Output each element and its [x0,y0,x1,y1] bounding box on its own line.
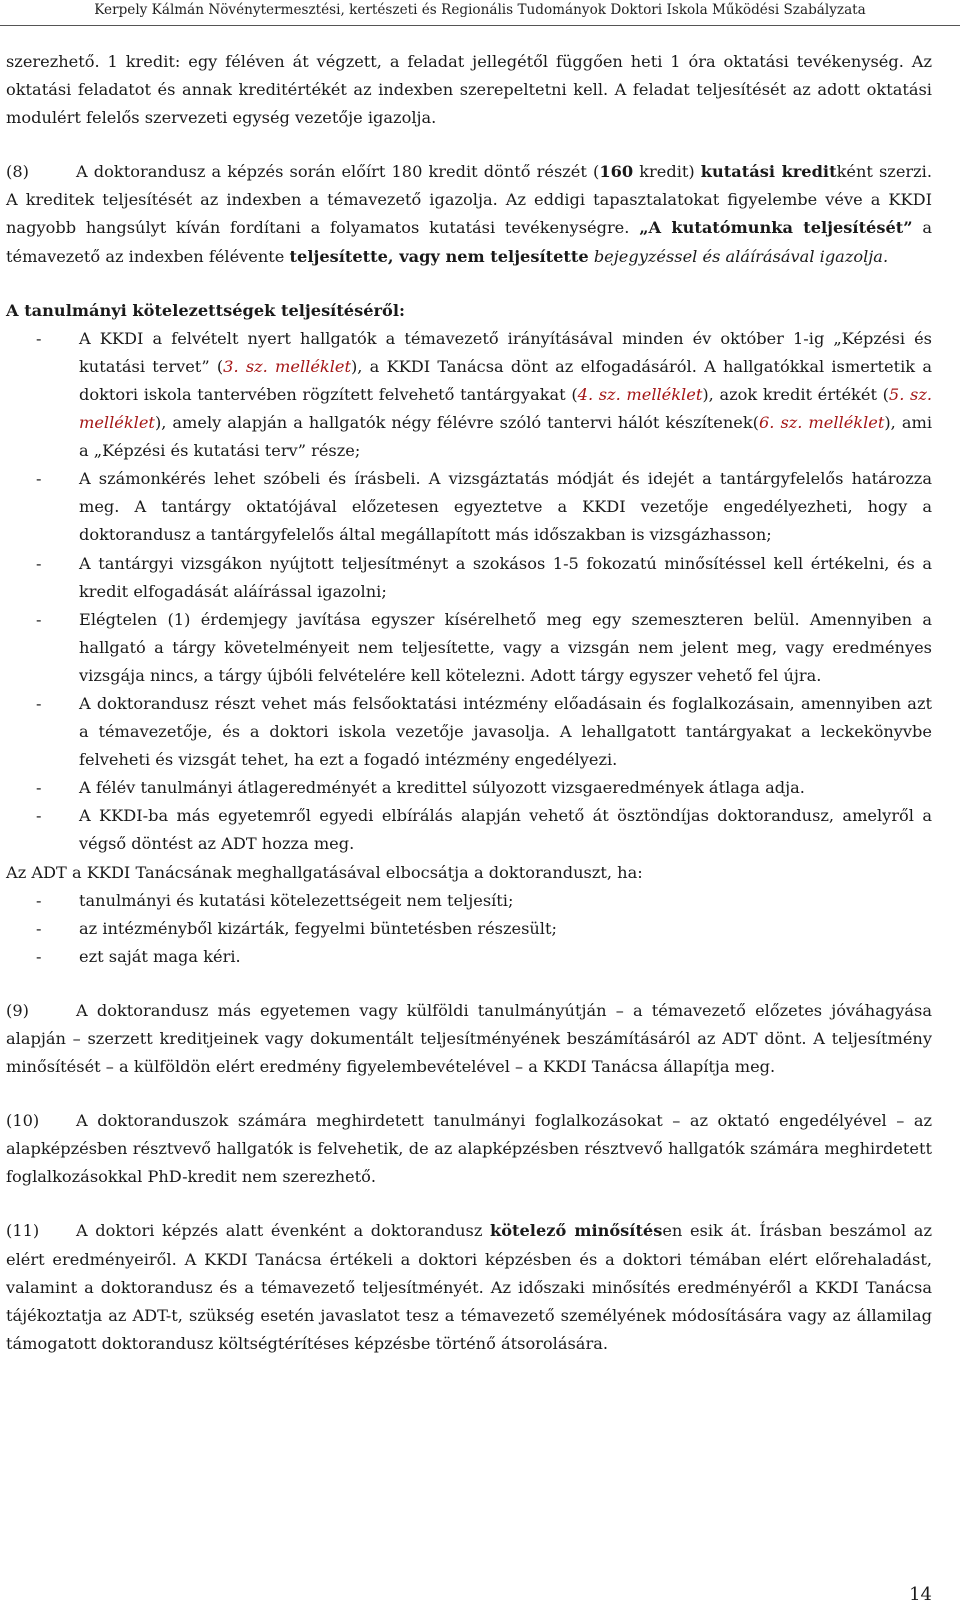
document-body [6,48,932,1358]
paragraph-text: kredit) [633,162,701,182]
list-item: - tanulmányi és kutatási kötelezettségeit nem teljesíti; [6,887,932,915]
paragraph-text: a témavezető az indexben félévente [6,218,933,266]
paragraph-11 [6,1217,932,1357]
annex-reference: 6. sz. melléklet [759,413,885,433]
list-item-text: A KKDI a felvételt nyert hallgatók a témavezető irányításával minden év október 1-ig „Képzési és kutatási tervet” ( [79,328,932,376]
paragraph-number: (9) [6,1000,29,1020]
bold-text: kötelező minősítés [490,1221,663,1241]
annex-reference: 3. sz. melléklet [223,356,351,376]
spacer [6,1081,932,1107]
paragraph-text: A doktorandusz a képzés során előírt 180 kredit döntő részét ( [76,162,600,182]
paragraph-number: (11) [6,1221,40,1241]
paragraph-text: szerezhető. 1 kredit: egy féléven át végzett, a feladat jellegétől függően heti 1 óra oktatási tevékenység. Az oktatási feladatot és annak kreditértékét az indexben szerepeltetni kell. A feladat teljesítését az adott oktatási modulért felelős szervezeti egység vezetője igazolja. [6,52,932,128]
bold-text: 160 [599,162,634,182]
spacer [6,271,932,297]
section-heading: A tanulmányi kötelezettségek teljesítéséről: [6,300,405,320]
list-item: - A doktorandusz részt vehet más felsőoktatási intézmény előadásain és foglalkozásain, amennyiben azt a témavezetője, és a doktori iskola vezetője javasolja. A lehallgatott tantárgyakat a leckekönyvbe felveheti és vizsgát tehet, ha ezt a fogadó intézmény engedélyezi. [6,690,932,774]
list-item: - Elégtelen (1) érdemjegy javítása egyszer kísérelhető meg egy szemeszteren belül. Amennyiben a hallgató a tárgy követelményeit nem teljesítette, vagy a vizsgán nem jelent meg, vagy eredményes vizsgája nincs, a tárgy újbóli felvételére kell kötelezni. Adott tárgy egyszer vehető fel újra. [6,606,932,690]
list-item: - az intézményből kizárták, fegyelmi büntetésben részesült; [6,915,932,943]
dismissal-intro: Az ADT a KKDI Tanácsának meghallgatásával elbocsátja a doktoranduszt, ha: [6,862,643,882]
spacer [6,132,932,158]
list-item-text: ), ami a „Képzési és kutatási terv” része; [79,413,932,461]
paragraph-number: (10) [6,1111,40,1131]
paragraph-9 [6,997,932,1081]
annex-reference: 4. sz. melléklet [577,384,703,404]
list-item: - ezt saját maga kéri. [6,943,932,971]
annex-reference: 5. sz. melléklet [79,384,933,433]
paragraph-text: ként szerzi. A kreditek teljesítését az indexben a témavezető igazolja. Az eddigi tapasztalatokat figyelembe véve a KKDI nagyobb hangsúlyt kíván fordítani a folyamatos kutatási tevékenységre. [6,162,932,238]
paragraph-10 [6,1107,932,1191]
list-item: - A KKDI-ba más egyetemről egyedi elbírálás alapján vehető át ösztöndíjas doktorandusz, amelyről a végső döntést az ADT hozza meg. [6,802,932,858]
list-item-text: ), a KKDI Tanácsa dönt az elfogadásáról. A hallgatókkal ismertetik a doktori iskola tantervében rögzített felvehető tantárgyakat ( [79,356,932,404]
paragraph-text: A doktori képzés alatt évenként a doktorandusz [76,1221,491,1241]
header-rule [0,25,960,26]
list-item: - A számonkérés lehet szóbeli és írásbeli. A vizsgáztatás módját és idejét a tantárgyfelelős határozza meg. A tantárgy oktatójával előzetesen egyeztetve a KKDI vezetője engedélyezheti, hogy a doktorandusz a tantárgyfelelős által megállapított más időszakban is vizsgázhasson; [6,465,932,549]
bold-text: „A kutatómunka teljesítését” [639,218,913,238]
list-item: - A félév tanulmányi átlageredményét a kredittel súlyozott vizsgaeredmények átlaga adja. [6,774,932,802]
list-item-text: ), azok kredit értékét ( [702,384,889,404]
paragraph-number: (8) [6,162,29,182]
dismissal-list [6,887,932,971]
italic-text: bejegyzéssel és aláírásával igazolja. [593,246,889,266]
paragraph-text: A doktorandusz más egyetemen vagy külföldi tanulmányútján – a témavezető előzetes jóváhagyása alapján – szerzett kreditjeinek vagy dokumentált teljesítményének beszámításáról az ADT dönt. A teljesítmény minősítését – a külföldön elért eredmény figyelembevételével – a KKDI Tanácsa állapítja meg. [6,1000,932,1077]
list-item-text: ), amely alapján a hallgatók négy félévre szóló tantervi hálót készítenek( [154,413,759,433]
paragraph-8 [6,158,932,270]
list-item: - A tantárgyi vizsgákon nyújtott teljesítményt a szokásos 1-5 fokozatú minősítéssel kell értékelni, és a kredit elfogadását aláírással igazolni; [6,550,932,606]
spacer [6,971,932,997]
bold-text: kutatási kredit [700,162,837,182]
page-number: 14 [909,1584,932,1605]
spacer [6,1191,932,1217]
paragraph-continuation [6,48,932,132]
running-header: Kerpely Kálmán Növénytermesztési, kertészeti és Regionális Tudományok Doktori Iskola Működési Szabályzata [94,2,866,18]
list-item [6,325,932,465]
paragraph-text: en esik át. Írásban beszámol az elért eredményeiről. A KKDI Tanácsa értékeli a doktori képzésben és a doktori témában elért előrehaladást, valamint a doktorandusz és a témavezető teljesítményét. Az időszaki minősítés eredményéről a KKDI Tanácsa tájékoztatja az ADT-t, szükség esetén javaslatot tesz a témavezető személyének módosítására vagy az államilag támogatott doktorandusz költségtérítéses képzésbe történő átsorolására. [6,1221,932,1353]
obligations-list [6,325,932,859]
bold-text: teljesítette, vagy nem teljesítette [289,246,589,266]
paragraph-text: A doktoranduszok számára meghirdetett tanulmányi foglalkozásokat – az oktató engedélyével – az alapképzésben résztvevő hallgatók is felvehetik, de az alapképzésben résztvevő hallgatók számára meghirdetett foglalkozásokkal PhD-kredit nem szerezhető. [6,1111,932,1187]
